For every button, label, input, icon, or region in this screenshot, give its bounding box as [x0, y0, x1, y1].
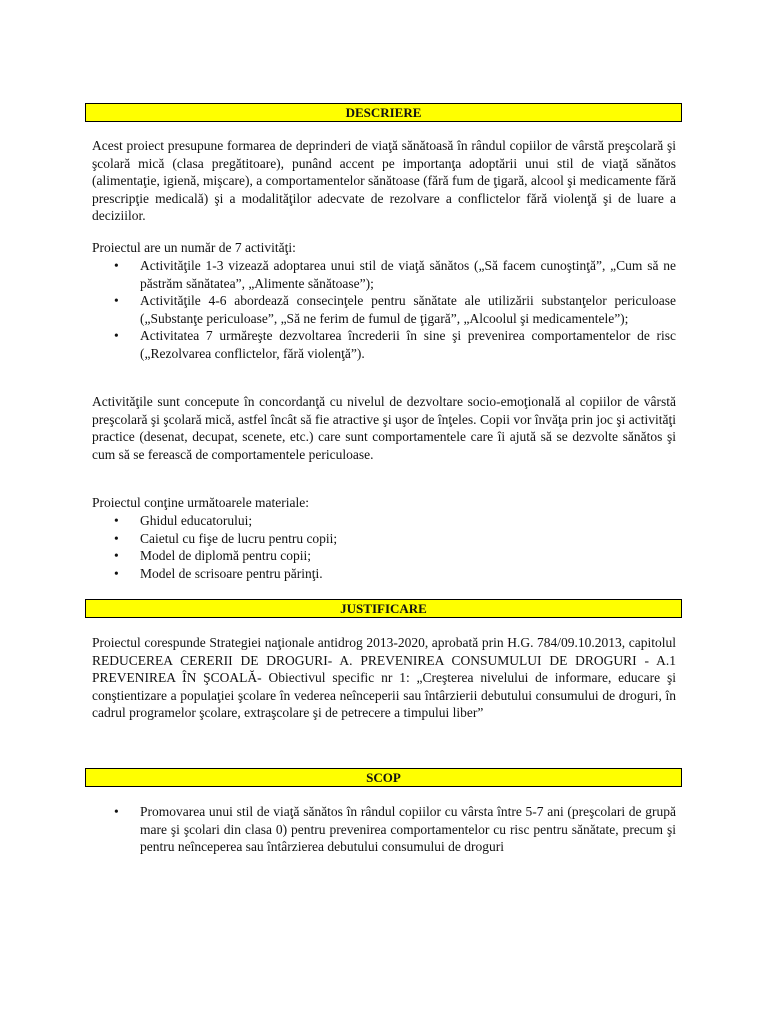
list-item-text: Ghidul educatorului;: [140, 513, 253, 528]
list-item: [92, 803, 676, 856]
list-item-text: Caietul cu fişe de lucru pentru copii;: [140, 530, 338, 546]
list-item-text: Model de diplomă pentru copii;: [140, 548, 311, 563]
section-heading-descriere: DESCRIERE: [85, 103, 682, 122]
bullet-icon: •: [114, 530, 119, 546]
activities-intro: Proiectul are un număr de 7 activităţi:: [92, 240, 296, 255]
list-item: [92, 530, 676, 548]
materials-list: [92, 512, 676, 582]
list-item: [92, 512, 676, 530]
bullet-icon: •: [114, 804, 119, 819]
justificare-paragraph: Proiectul corespunde Strategiei naţionale antidrog 2013-2020, aprobată prin H.G. 784/09.10.2013, capitolul REDUCEREA CERERII DE DROGURI- A. PREVENIREA CONSUMULUI DE DROGURI - A.1 PREVENIREA ÎN ŞCOALĂ- Obiectivul specific nr 1: „Creşterea nivelului de informare, educare şi conştientizare a populaţiei şcolare în vederea neînceperii sau întârzierii debutului consumului de droguri, în cadrul programelor şcolare, extraşcolare şi de petrecere a timpului liber”: [92, 635, 676, 720]
bullet-icon: •: [114, 293, 119, 308]
descriere-paragraph-1: Acest proiect presupune formarea de deprinderi de viaţă sănătoasă în rândul copiilor de vârstă preşcolară şi şcolară mică (clasa pregătitoare), punând accent pe importanţa adoptării unui stil de viaţă sănătos (alimentaţie, igienă, mişcare), a comportamentelor sănătoase (fără fum de ţigară, alcool şi medicamente fără prescripţie medicală) şi a modalităţilor adecvate de rezolvare a conflictelor fără violenţă şi de luare a deciziilor.: [92, 138, 676, 223]
list-item: [92, 565, 676, 583]
list-item: [92, 327, 676, 362]
list-item-text: Promovarea unui stil de viaţă sănătos în rândul copiilor cu vârsta între 5-7 ani (preşcolari de grupă mare şi şcolari din clasa 0) pentru prevenirea comportamentelor cu risc pentru sănătate, precum şi pentru neînceperea sau întârzierea debutului consumului de droguri: [140, 804, 676, 854]
section-heading-scop: SCOP: [85, 768, 682, 787]
list-item: [92, 292, 676, 327]
list-item-text: Activitatea 7 urmăreşte dezvoltarea încrederii în sine şi prevenirea comportamentelor de risc („Rezolvarea conflictelor, fără violenţă”).: [140, 328, 676, 361]
list-item: [92, 547, 676, 565]
list-item-text: Activităţile 1-3 vizează adoptarea unui stil de viaţă sănătos („Să facem cunoştinţă”, „Cum să ne păstrăm sănătatea”, „Alimente sănătoase”);: [140, 258, 676, 291]
list-item: [92, 257, 676, 292]
descriere-paragraph-2: Activităţile sunt concepute în concordanţă cu nivelul de dezvoltare socio-emoţională al copiilor de vârstă preşcolară şi şcolară mică, astfel încât să fie atractive şi uşor de înţeles. Copii vor învăţa prin joc şi activităţi practice (desenat, decupat, scenete, etc.) care sunt comportamentele care îi ajută să se dezvolte sănătos şi cum să se ferească de comportamentele periculoase.: [92, 394, 676, 462]
materials-intro: Proiectul conţine următoarele materiale:: [92, 495, 310, 510]
scop-list: [92, 803, 676, 856]
bullet-icon: •: [114, 513, 119, 528]
section-heading-justificare: JUSTIFICARE: [85, 599, 682, 618]
bullet-icon: •: [114, 565, 119, 581]
list-item-text: Activităţile 4-6 abordează consecinţele pentru sănătate ale utilizării substanţelor periculoase („Substanţe periculoase”, „Să ne ferim de fumul de ţigară”, „Alcoolul şi medicamentele”);: [140, 293, 676, 326]
bullet-icon: •: [114, 258, 119, 273]
bullet-icon: •: [114, 328, 119, 343]
list-item-text: Model de scrisoare pentru părinţi.: [140, 565, 323, 581]
bullet-icon: •: [114, 548, 119, 563]
activities-list: [92, 257, 676, 362]
